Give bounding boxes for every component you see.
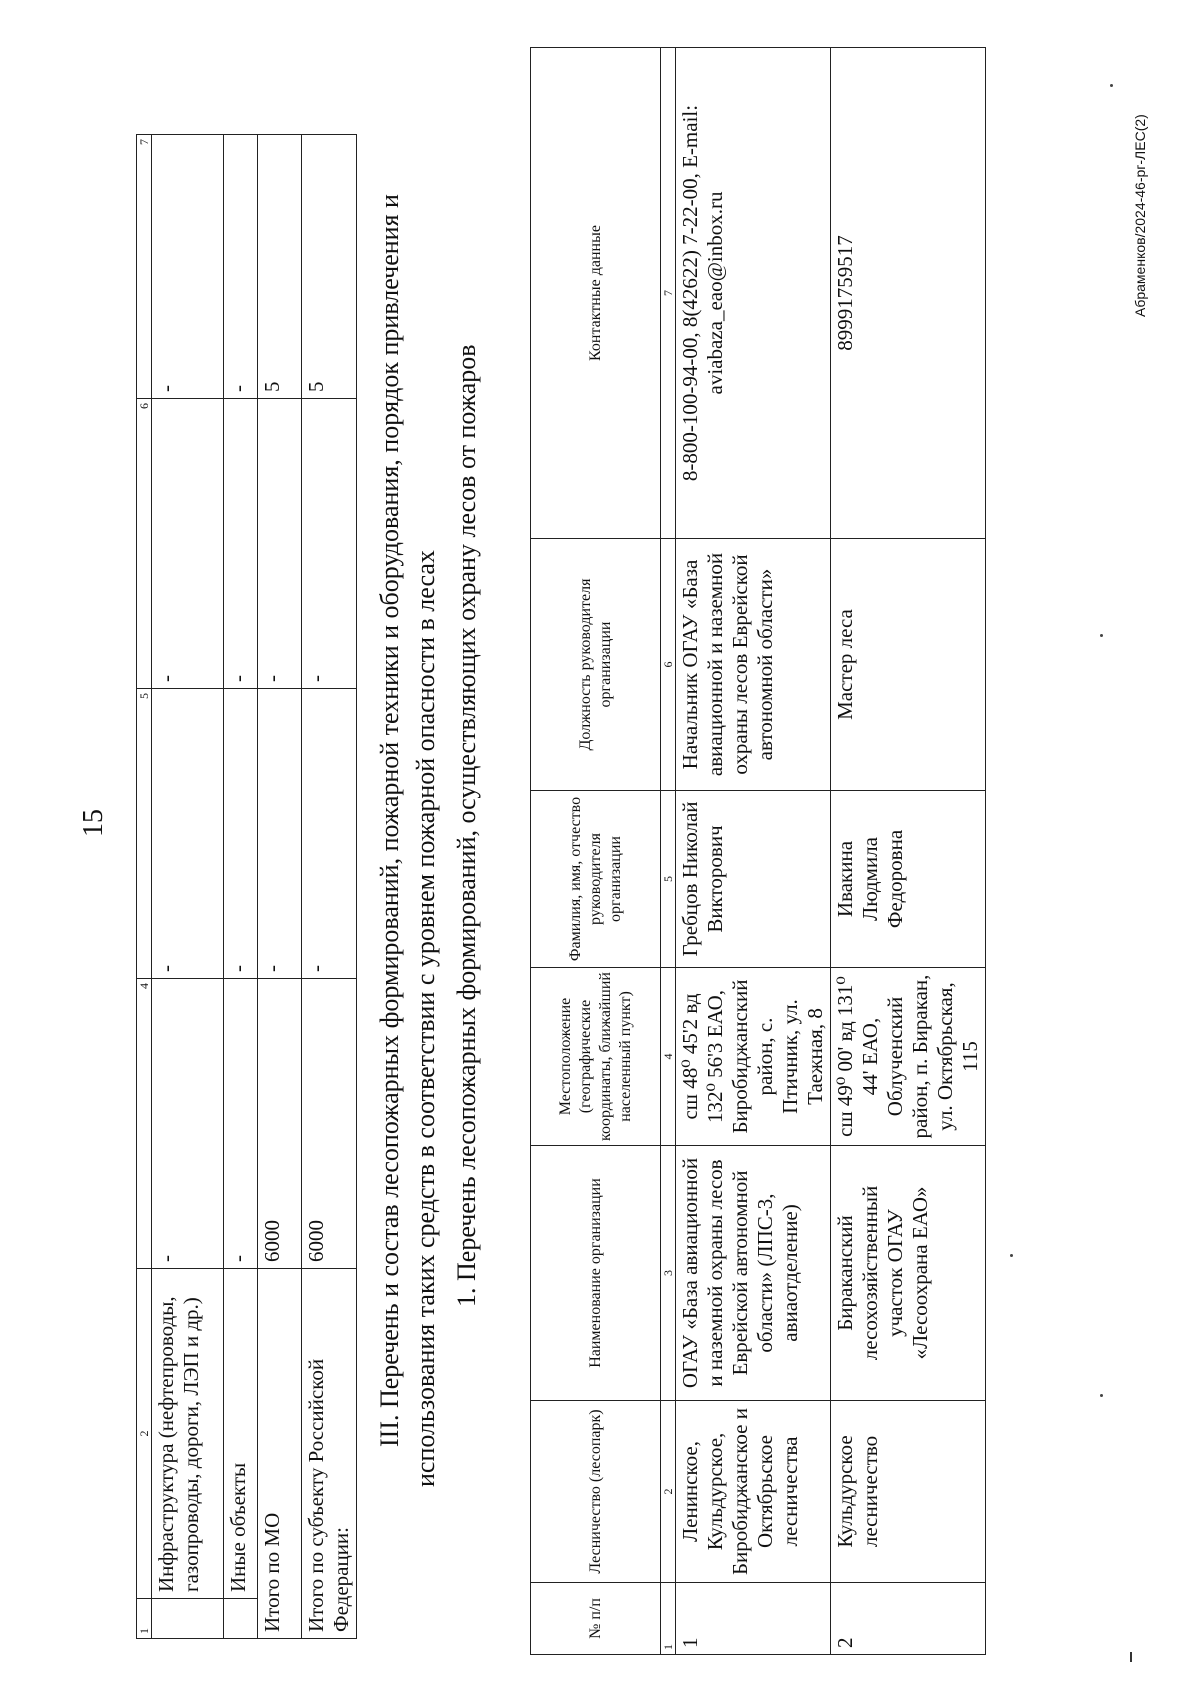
row-number-cell: 1 (676, 1583, 831, 1655)
scan-speck (1110, 84, 1113, 87)
head-position-cell: Начальник ОГАУ «База авиационной и наземной охраны лесов Еврейской автономной области» (676, 539, 831, 791)
col-num: 3 (661, 1146, 676, 1401)
value-cell: - (258, 689, 302, 979)
header-cell: Фамилия, имя, отчество руководителя организации (531, 791, 661, 968)
scan-mark (1130, 1652, 1132, 1662)
value-cell: 6000 (302, 979, 357, 1269)
page-number: 15 (78, 809, 109, 837)
total-row (302, 135, 357, 1639)
subsection-heading: 1. Перечень лесопожарных формирований, осуществляющих охрану лесов от пожаров (452, 344, 481, 1307)
scan-speck (1100, 634, 1103, 637)
table-row (676, 48, 831, 1655)
column-number-row (661, 48, 676, 1655)
value-cell: - (152, 979, 224, 1269)
total-label-cell: Итого по МО (258, 1269, 302, 1639)
value-cell: - (224, 689, 258, 979)
head-position-cell: Мастер леса (831, 539, 986, 791)
value-cell: - (224, 979, 258, 1269)
location-cell: сш 49⁰ 00' вд 131⁰ 44' ЕАО, Облученский район, п. Биракан, ул. Октябрьская, 115 (831, 968, 986, 1146)
objects-summary-table (136, 134, 357, 1639)
total-label-cell: Итого по субъекту Российской Федерации: (302, 1269, 357, 1639)
value-cell: - (224, 399, 258, 689)
forestry-cell: Кульдурское лесничество (831, 1401, 986, 1583)
object-name-cell: Иные объекты (224, 1269, 258, 1599)
col-num: 6 (137, 399, 152, 689)
table-row (152, 135, 224, 1639)
col-num: 1 (137, 1599, 152, 1639)
header-cell: Местоположение (географические координаты, ближайший населенный пункт) (531, 968, 661, 1146)
header-cell: Контактные данные (531, 48, 661, 539)
value-cell: - (258, 399, 302, 689)
col-num: 1 (661, 1583, 676, 1655)
value-cell: - (152, 399, 224, 689)
header-cell: Лесничество (лесопарк) (531, 1401, 661, 1583)
col-num: 4 (137, 979, 152, 1269)
location-cell: сш 48⁰ 45'2 вд 132⁰ 56'3 ЕАО, Биробиджанский район, с. Птичник, ул. Таежная, 8 (676, 968, 831, 1146)
header-cell: № п/п (531, 1583, 661, 1655)
col-num: 7 (137, 135, 152, 399)
section-heading: III. Перечень и состав лесопожарных формирований, пожарной техники и оборудования, порядок привлечения и использования таких средств в соответствии с уровнем пожарной опасности в лесах (375, 194, 440, 1487)
organization-cell: Бираканский лесохозяйственный участок ОГАУ «Лесоохрана ЕАО» (831, 1146, 986, 1401)
document-code-footer: Абраменков/2024-46-рг-ЛЕС(2) (1132, 114, 1148, 317)
col-num: 6 (661, 539, 676, 791)
object-name-cell: Инфраструктура (нефтепроводы, газопроводы, дороги, ЛЭП и др.) (152, 1269, 224, 1599)
col-num: 2 (137, 1269, 152, 1599)
col-num: 5 (661, 791, 676, 968)
contacts-cell: 89991759517 (831, 48, 986, 539)
header-cell: Должность руководителя организации (531, 539, 661, 791)
row-number-cell: 2 (831, 1583, 986, 1655)
value-cell: - (302, 399, 357, 689)
scan-speck (1010, 1254, 1013, 1257)
value-cell: 6000 (258, 979, 302, 1269)
column-number-row (137, 135, 152, 1639)
fire-formations-table (530, 47, 986, 1655)
scan-speck (1100, 1394, 1103, 1397)
value-cell: - (152, 689, 224, 979)
col-num: 5 (137, 689, 152, 979)
row-number-cell (224, 1599, 258, 1639)
value-cell: 5 (302, 135, 357, 399)
col-num: 4 (661, 968, 676, 1146)
value-cell: - (302, 689, 357, 979)
row-number-cell (152, 1599, 224, 1639)
table-row (224, 135, 258, 1639)
total-row (258, 135, 302, 1639)
head-name-cell: Гребцов Николай Викторович (676, 791, 831, 968)
col-num: 2 (661, 1401, 676, 1583)
organization-cell: ОГАУ «База авиационной и наземной охраны лесов Еврейской автономной области» (ЛПС-3, авиаотделение) (676, 1146, 831, 1401)
contacts-cell: 8-800-100-94-00, 8(42622) 7-22-00, E-mail: aviabaza_eao@inbox.ru (676, 48, 831, 539)
value-cell: - (224, 135, 258, 399)
value-cell: - (152, 135, 224, 399)
header-row (531, 48, 661, 1655)
header-cell: Наименование организации (531, 1146, 661, 1401)
value-cell: 5 (258, 135, 302, 399)
head-name-cell: Ивакина Людмила Федоровна (831, 791, 986, 968)
table-row (831, 48, 986, 1655)
forestry-cell: Ленинское, Кульдурское, Биробиджанское и Октябрьское лесничества (676, 1401, 831, 1583)
col-num: 7 (661, 48, 676, 539)
